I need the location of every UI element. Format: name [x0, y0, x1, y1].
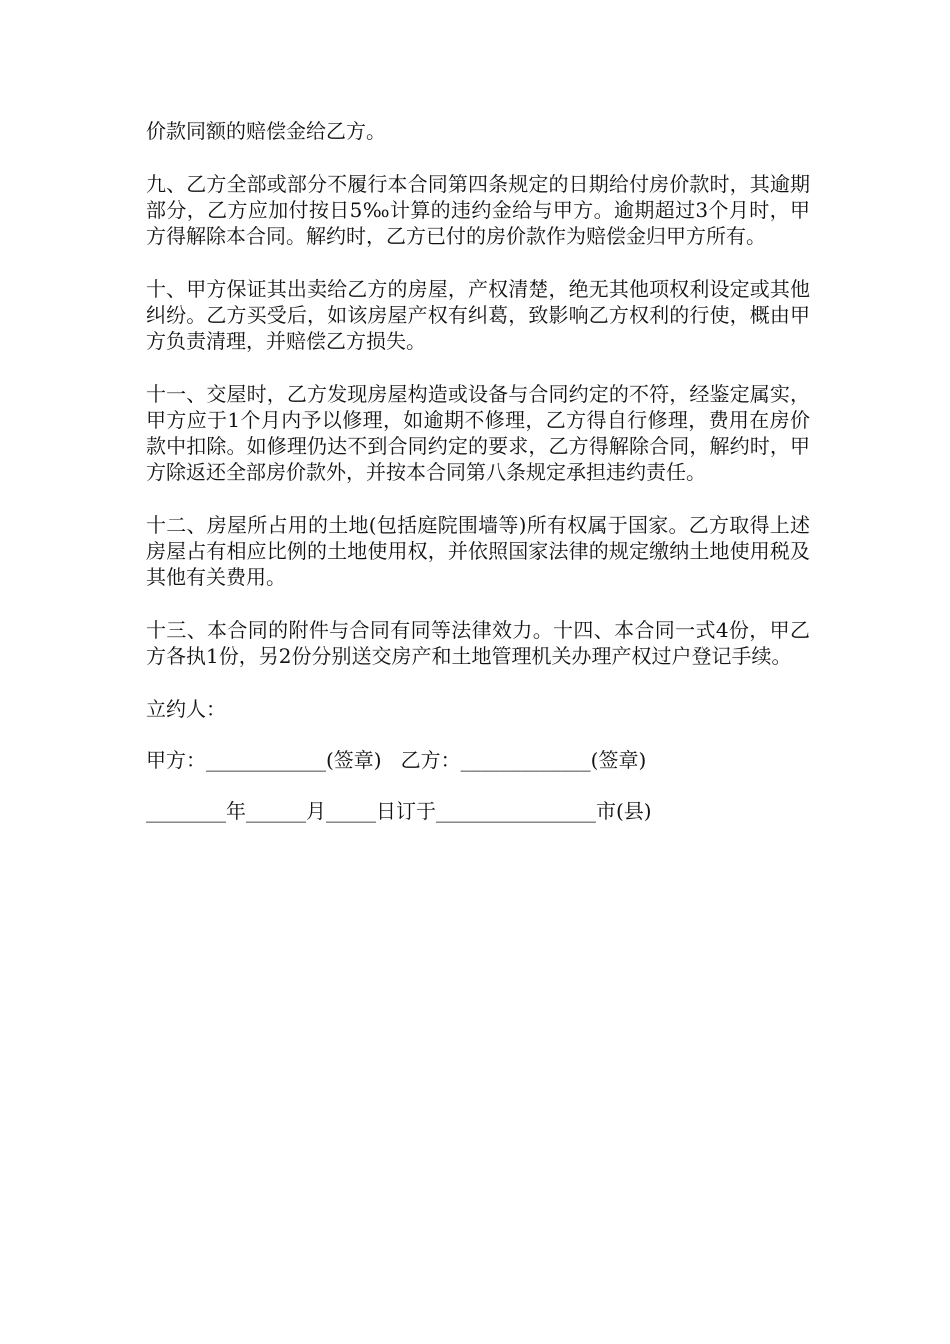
clause-10: 十、甲方保证其出卖给乙方的房屋，产权清楚，绝无其他项权利设定或其他纠纷。乙方买受后，如该房屋产权有纠葛，致影响乙方权利的行使，概由甲方负责清理，并赔偿乙方损失。 — [146, 277, 810, 353]
clause-12: 十二、房屋所占用的土地(包括庭院围墙等)所有权属于国家。乙方取得上述房屋占有相应比例的土地使用权，并依照国家法律的规定缴纳土地使用税及其他有关费用。 — [146, 513, 810, 589]
date-place-line: ________年______月_____日订于________________市(县) — [146, 799, 652, 823]
contract-page — [146, 118, 810, 849]
clause-11: 十一、交屋时，乙方发现房屋构造或设备与合同约定的不符，经鉴定属实，甲方应于1个月内予以修理，如逾期不修理，乙方得自行修理，费用在房价款中扣除。如修理仍达不到合同约定的要求，乙方得解除合同，解约时，甲方除返还全部房价款外，并按本合同第八条规定承担违约责任。 — [146, 382, 810, 484]
parties-signature-line: 甲方：____________(签章) 乙方：_____________(签章) — [146, 748, 647, 772]
clause-9: 九、乙方全部或部分不履行本合同第四条规定的日期给付房价款时，其逾期部分，乙方应加付按日5‰计算的违约金给与甲方。逾期超过3个月时，甲方得解除本合同。解约时，乙方已付的房价款作为赔偿金归甲方所有。 — [146, 172, 810, 248]
clause-8-continuation: 价款同额的赔偿金给乙方。 — [146, 119, 386, 143]
clause-13-14: 十三、本合同的附件与合同有同等法律效力。十四、本合同一式4份，甲乙方各执1份，另2份分别送交房产和土地管理机关办理产权过户登记手续。 — [146, 618, 810, 668]
signatory-label: 立约人： — [146, 697, 226, 721]
